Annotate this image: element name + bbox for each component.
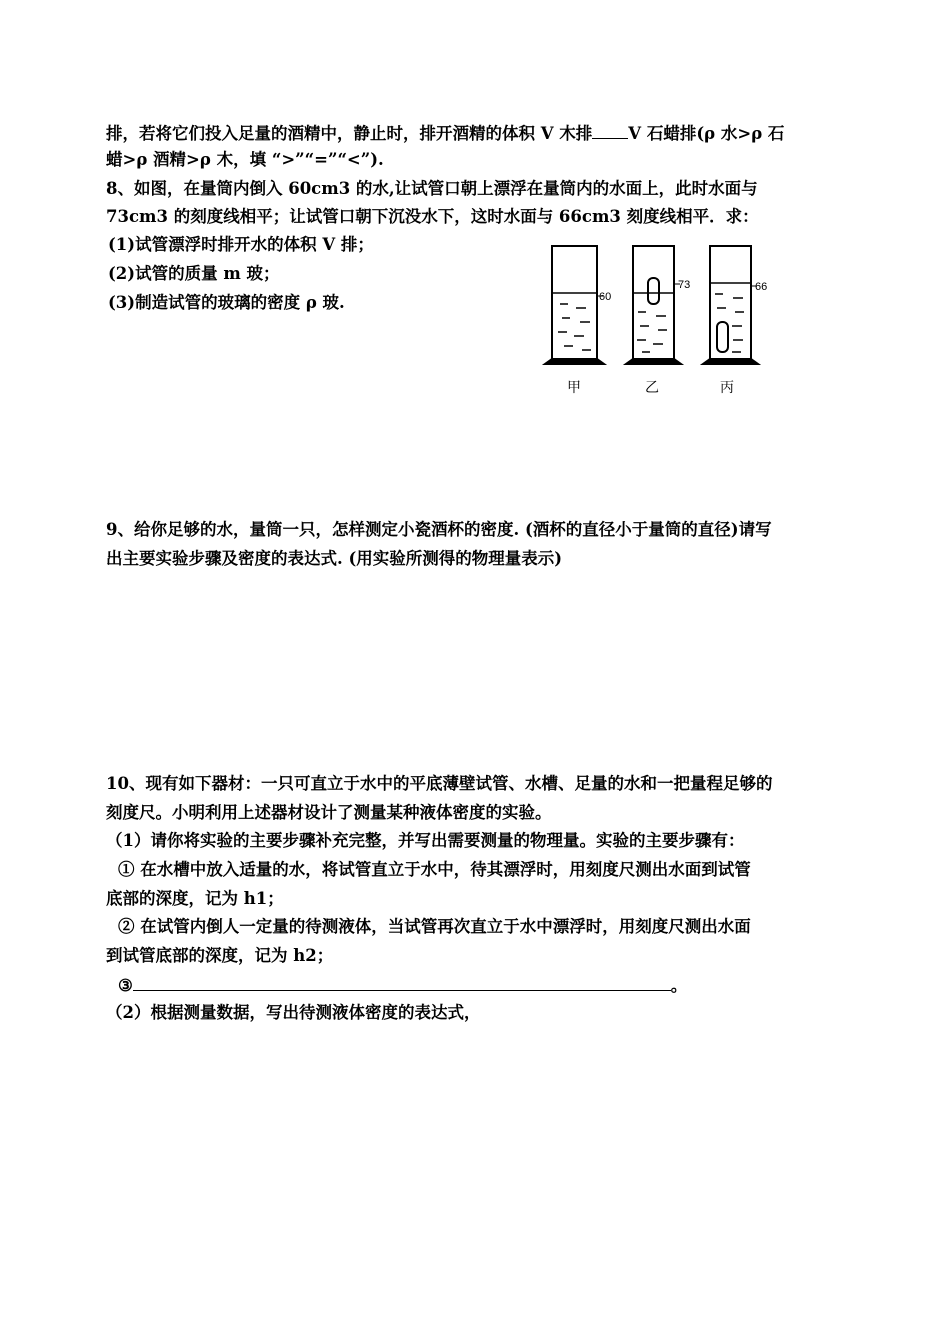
caption-bing: 丙 (720, 380, 734, 396)
q7-text-b: V 石蜡排(ρ 水>ρ 石 (628, 124, 785, 143)
cylinder-yi (626, 246, 681, 364)
q8-sub-2: (2)试管的质量 m 玻； (108, 264, 280, 283)
q8-sub-3: (3)制造试管的玻璃的密度 ρ 玻. (108, 293, 345, 312)
q10-step2-a: ② 在试管内倒人一定量的待测液体，当试管再次直立于水中漂浮时，用刻度尺测出水面 (118, 917, 751, 936)
q7-text-a: 排，若将它们投入足量的酒精中，静止时，排开酒精的体积 V 木排 (106, 124, 593, 143)
q7-line-1 (106, 120, 850, 146)
q10-step2-b: 到试管底部的深度，记为 h2； (106, 946, 334, 965)
q7-answer-blank[interactable] (592, 120, 628, 139)
reading-bing: 66 (755, 281, 768, 293)
q10-line-1: 10、现有如下器材：一只可直立于水中的平底薄壁试管、水槽、足量的水和一把量程足够的 (106, 774, 773, 793)
reading-yi: 73 (678, 279, 691, 291)
q10-part-2: （2）根据测量数据，写出待测液体密度的表达式， (106, 1003, 481, 1022)
reading-jia: 60 (599, 291, 612, 303)
step3-mark: ③ (118, 976, 133, 995)
cylinders-figure (540, 238, 790, 403)
cylinder-bing (703, 246, 758, 364)
q7-line-2: 蜡>ρ 酒精>ρ 木，填 “>”“=”“<”). (106, 150, 384, 169)
q10-step1-b: 底部的深度，记为 h1； (106, 889, 284, 908)
q8-sub-1: (1)试管漂浮时排开水的体积 V 排； (108, 235, 374, 254)
cylinder-jia (545, 246, 604, 364)
q10-line-2: 刻度尺。小明利用上述器材设计了测量某种液体密度的实验。 (106, 803, 552, 822)
q9-line-2: 出主要实验步骤及密度的表达式. (用实验所测得的物理量表示) (106, 549, 563, 568)
caption-yi: 乙 (645, 380, 659, 396)
caption-jia: 甲 (567, 380, 581, 396)
step3-end: 。 (670, 976, 688, 995)
q10-step1-a: ① 在水槽中放入适量的水，将试管直立于水中，待其漂浮时，用刻度尺测出水面到试管 (118, 860, 751, 879)
q8-line-1: 8、如图，在量筒内倒入 60cm3 的水,让试管口朝上漂浮在量筒内的水面上，此时水面与 (106, 179, 758, 198)
q10-part-1: （1）请你将实验的主要步骤补充完整，并写出需要测量的物理量。实验的主要步骤有： (106, 831, 745, 850)
q9-line-1: 9、给你足够的水，量筒一只，怎样测定小瓷酒杯的密度. (酒杯的直径小于量筒的直径)请写 (106, 520, 772, 539)
q8-line-2: 73cm3 的刻度线相平；让试管口朝下沉没水下，这时水面与 66cm3 刻度线相平．求： (106, 207, 759, 226)
step3-answer-blank[interactable] (133, 972, 671, 991)
q10-step3 (118, 972, 862, 998)
